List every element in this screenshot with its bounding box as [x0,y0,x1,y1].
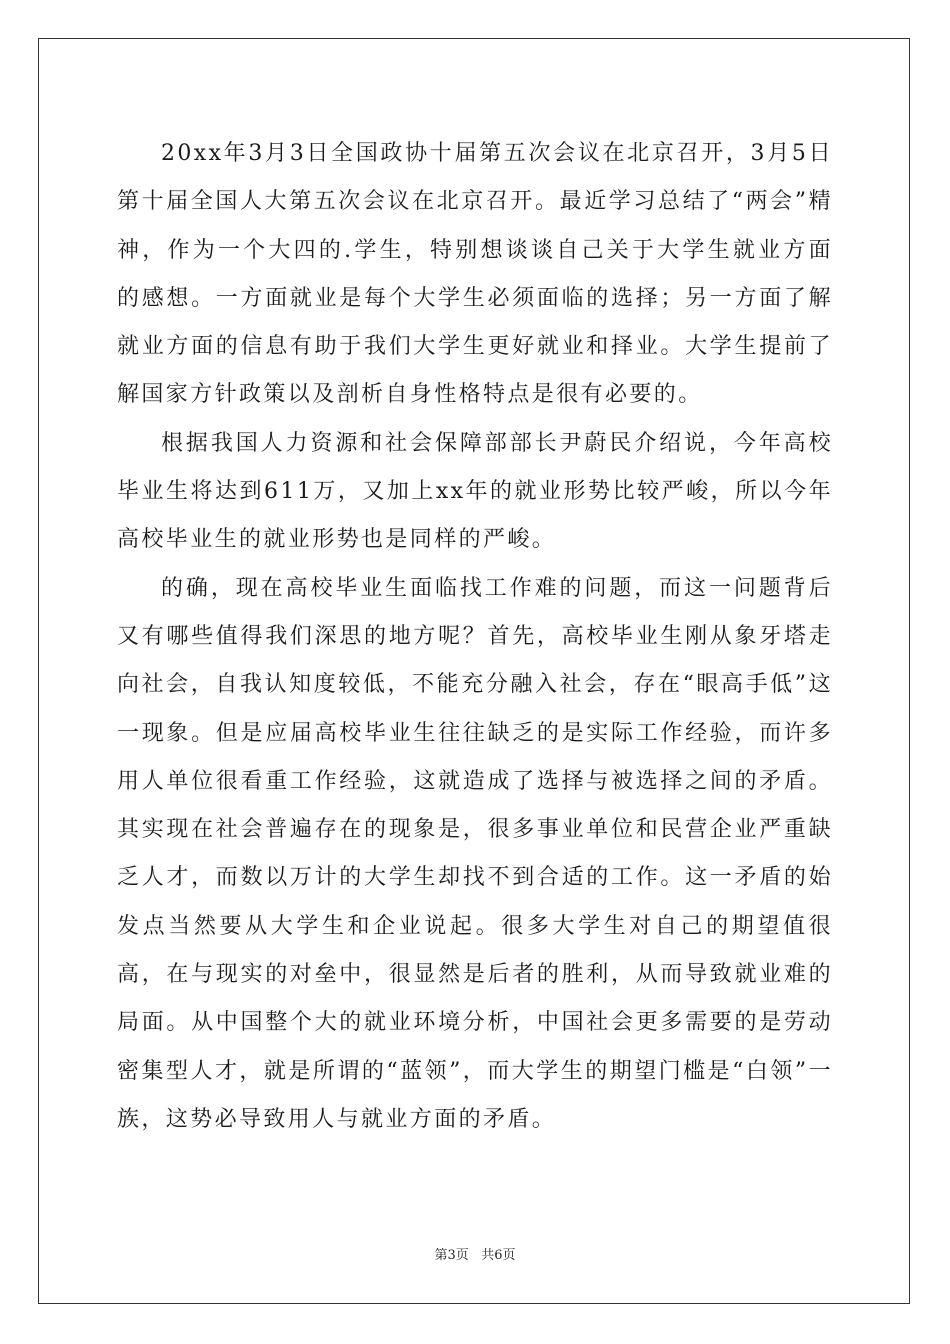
page-number: 第3页 [434,1248,469,1263]
paragraph-2: 根据我国人力资源和社会保障部部长尹蔚民介绍说，今年高校毕业生将达到611万，又加上xx年的就业形势比较严峻，所以今年高校毕业生的就业形势也是同样的严峻。 [117,430,833,553]
page-footer [0,1247,950,1265]
paragraph-3: 的确，现在高校毕业生面临找工作难的问题，而这一问题背后又有哪些值得我们深思的地方呢？首先，高校毕业生刚从象牙塔走向社会，自我认知度较低，不能充分融入社会，存在“眼高手低”这一现象。但是应届高校毕业生往往缺乏的是实际工作经验，而许多用人单位很看重工作经验，这就造成了选择与被选择之间的矛盾。其实现在社会普遍存在的现象是，很多事业单位和民营企业严重缺乏人才，而数以万计的大学生却找不到合适的工作。这一矛盾的始发点当然要从大学生和企业说起。很多大学生对自己的期望值很高，在与现实的对垒中，很显然是后者的胜利，从而导致就业难的局面。从中国整个大的就业环境分析，中国社会更多需要的是劳动密集型人才，就是所谓的“蓝领”，而大学生的期望门槛是“白领”一族，这势必导致用人与就业方面的矛盾。 [117,575,833,1132]
document-body [117,130,833,1144]
page-total: 共6页 [481,1248,516,1263]
paragraph-1: 20xx年3月3日全国政协十届第五次会议在北京召开，3月5日第十届全国人大第五次会议在北京召开。最近学习总结了“两会”精神，作为一个大四的.学生，特别想谈谈自己关于大学生就业方面的感想。一方面就业是每个大学生必须面临的选择；另一方面了解就业方面的信息有助于我们大学生更好就业和择业。大学生提前了解国家方针政策以及剖析自身性格特点是很有必要的。 [117,141,833,408]
